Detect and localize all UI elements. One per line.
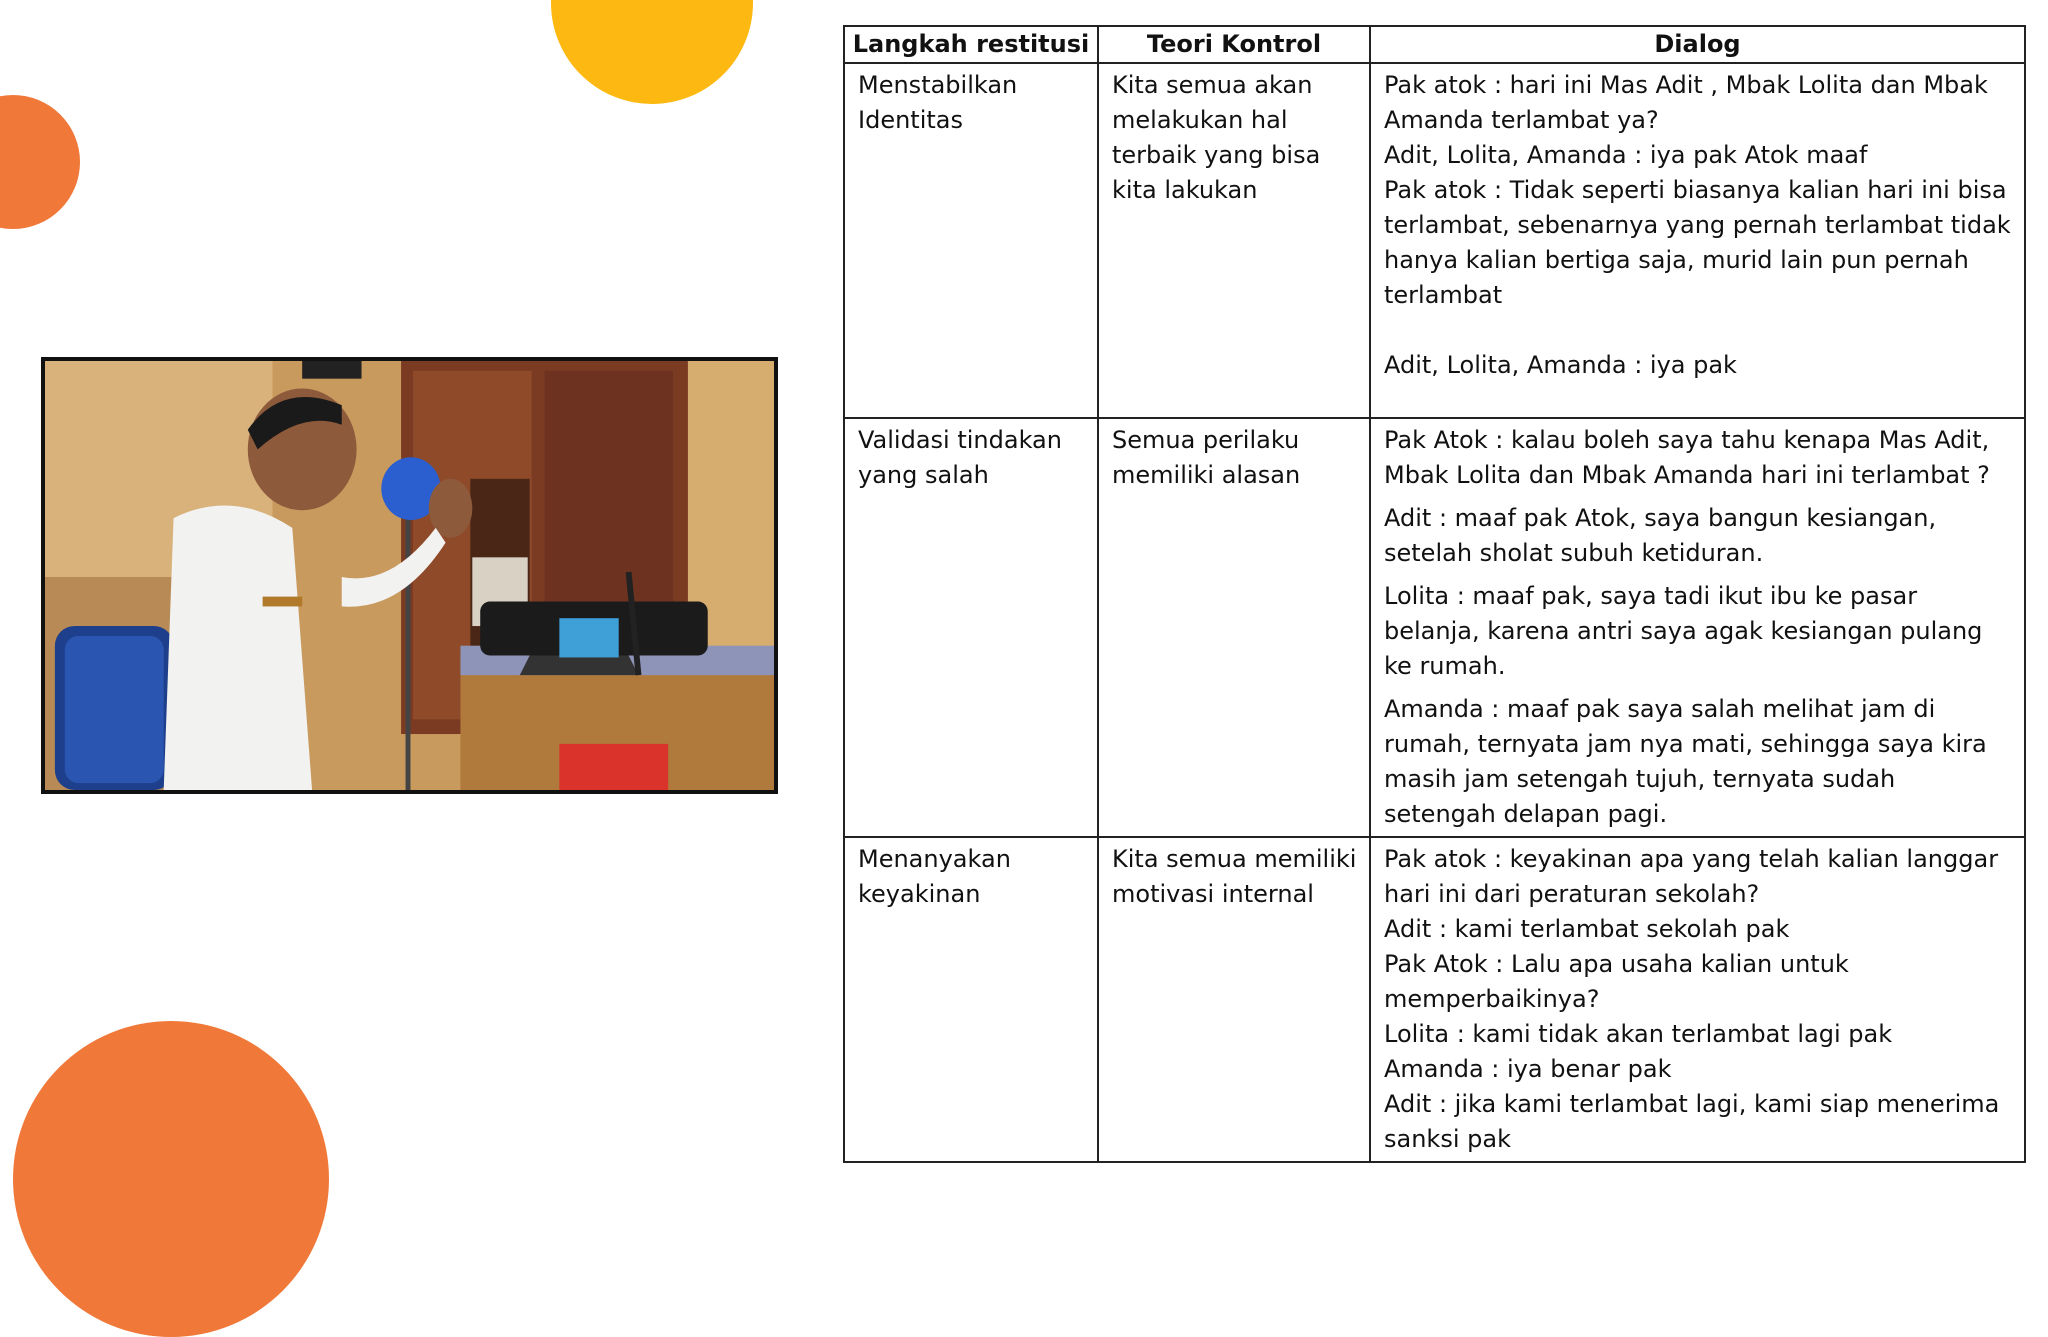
header-teori-kontrol: Teori Kontrol (1098, 26, 1370, 63)
dialog-line: Adit : jika kami terlambat lagi, kami siap menerima sanksi pak (1384, 1090, 2000, 1153)
header-langkah-restitusi: Langkah restitusi (844, 26, 1098, 63)
theory-cell: Semua perilaku memiliki alasan (1098, 418, 1370, 837)
dialog-line: Adit, Lolita, Amanda : iya pak (1384, 351, 1737, 379)
dialog-line: Lolita : maaf pak, saya tadi ikut ibu ke pasar belanja, karena antri saya agak kesiangan pulang ke rumah. (1384, 582, 1983, 680)
table-row (844, 418, 2025, 837)
theory-cell: Kita semua memiliki motivasi internal (1098, 837, 1370, 1162)
header-dialog: Dialog (1370, 26, 2025, 63)
restitution-table (843, 25, 2026, 1163)
dialog-line: Pak atok : hari ini Mas Adit , Mbak Lolita dan Mbak Amanda terlambat ya? (1384, 71, 1988, 134)
step-cell: Validasi tindakan yang salah (844, 418, 1098, 837)
dialog-line: Adit : kami terlambat sekolah pak (1384, 915, 1790, 943)
dialog-line: Pak Atok : Lalu apa usaha kalian untuk memperbaikinya? (1384, 950, 1849, 1013)
dialog-line: Adit : maaf pak Atok, saya bangun kesiangan, setelah sholat subuh ketiduran. (1384, 504, 1937, 567)
classroom-photo (41, 357, 778, 794)
dialog-line: Adit, Lolita, Amanda : iya pak Atok maaf (1384, 141, 1868, 169)
dialog-line: Amanda : iya benar pak (1384, 1055, 1672, 1083)
decorative-yellow-circle (551, 0, 753, 104)
step-cell: Menanyakan keyakinan (844, 837, 1098, 1162)
dialog-line: Pak atok : keyakinan apa yang telah kalian langgar hari ini dari peraturan sekolah? (1384, 845, 1999, 908)
theory-cell: Kita semua akan melakukan hal terbaik yang bisa kita lakukan (1098, 63, 1370, 418)
decorative-orange-circle-left (0, 95, 80, 229)
teacher-at-desk-illustration (45, 361, 774, 790)
dialog-line: Pak atok : Tidak seperti biasanya kalian hari ini bisa terlambat, sebenarnya yang pernah terlambat tidak hanya kalian bertiga saja, murid lain pun pernah terlambat (1384, 176, 2011, 309)
dialog-line: Pak Atok : kalau boleh saya tahu kenapa Mas Adit, Mbak Lolita dan Mbak Amanda hari ini terlambat ? (1384, 426, 1990, 489)
dialog-line: Amanda : maaf pak saya salah melihat jam di rumah, ternyata jam nya mati, sehingga saya kira masih jam setengah tujuh, ternyata sudah setengah delapan pagi. (1384, 695, 1987, 828)
decorative-orange-circle-bottom (13, 1021, 329, 1337)
dialog-cell (1370, 418, 2025, 837)
step-cell: Menstabilkan Identitas (844, 63, 1098, 418)
dialog-line: Lolita : kami tidak akan terlambat lagi pak (1384, 1020, 1893, 1048)
dialog-cell (1370, 63, 2025, 418)
table-row (844, 63, 2025, 418)
table-header-row (844, 26, 2025, 63)
table-row (844, 837, 2025, 1162)
dialog-cell (1370, 837, 2025, 1162)
